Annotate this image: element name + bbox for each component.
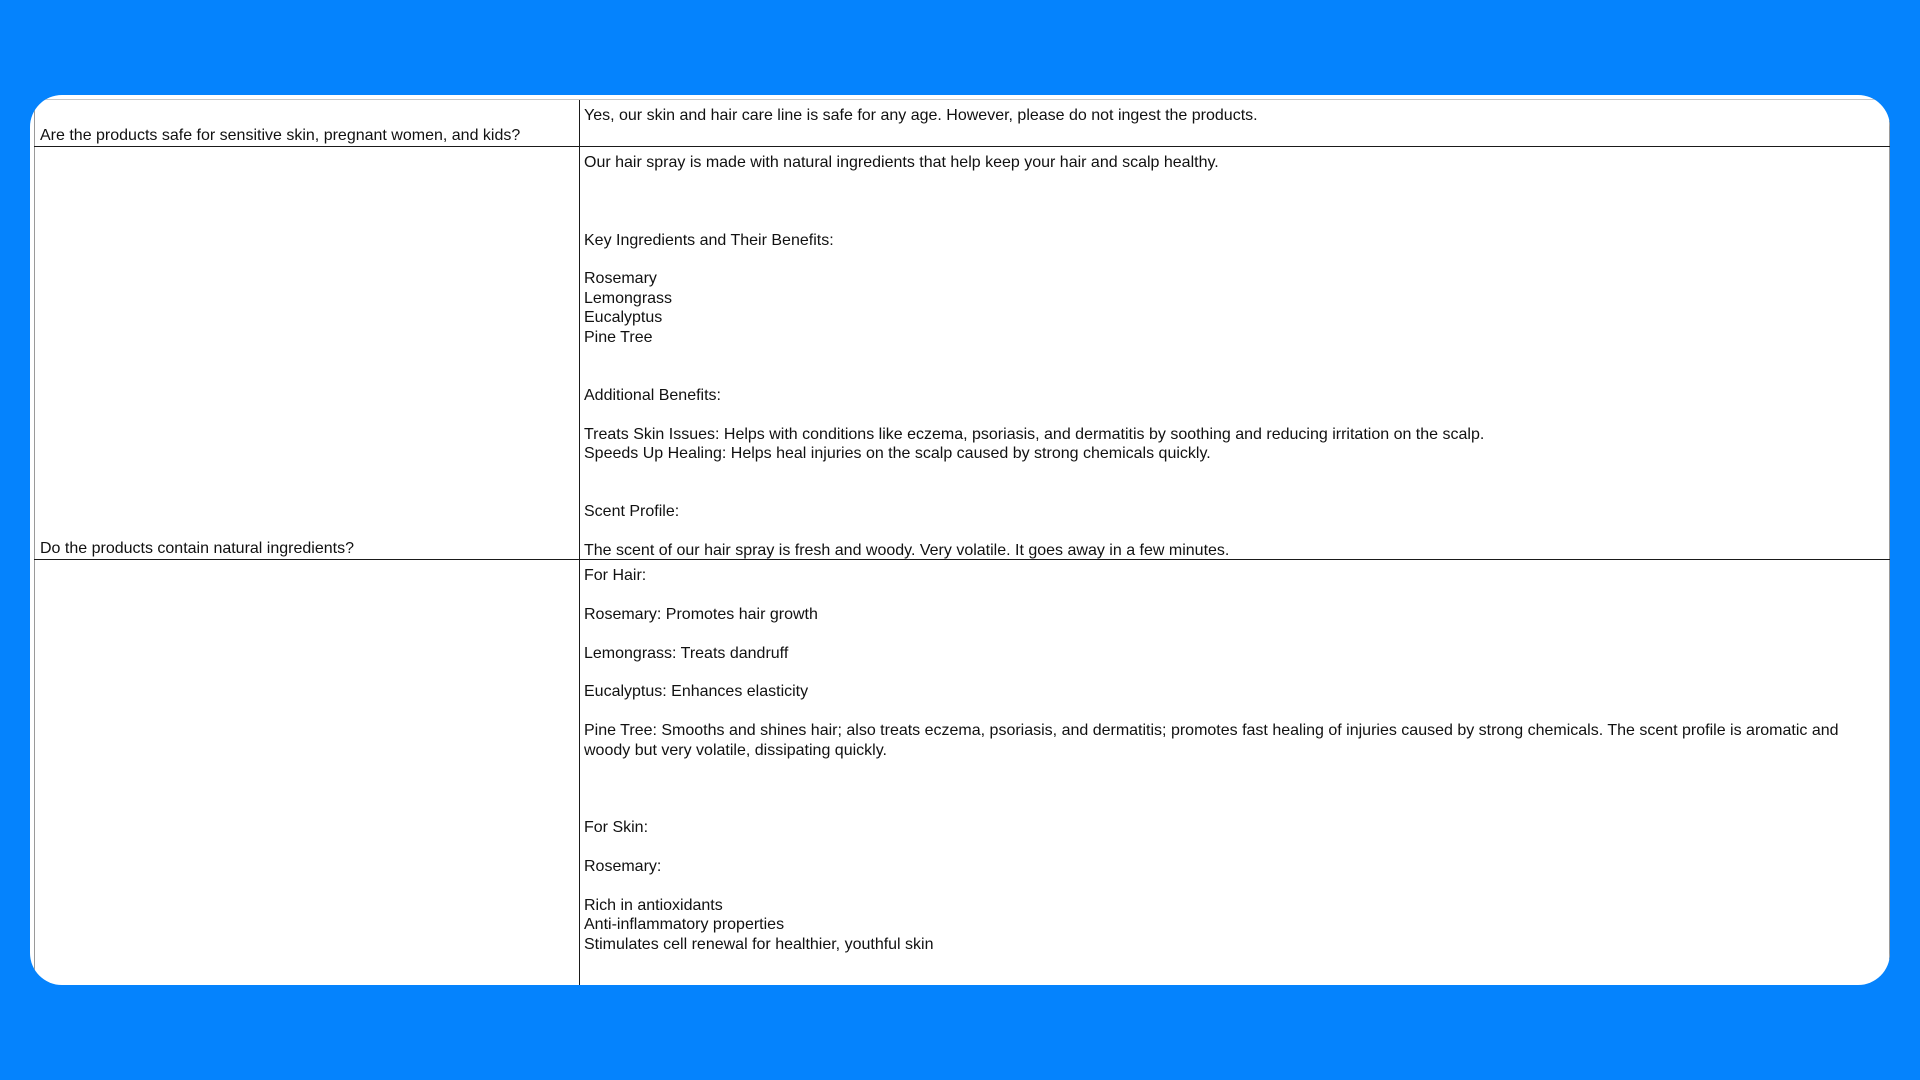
answer-cell[interactable] (580, 560, 1890, 985)
answer-line (584, 585, 1885, 604)
answer-line: Stimulates cell renewal for healthier, youthful skin (584, 935, 934, 953)
answer-line (584, 347, 1885, 366)
answer-line: Eucalyptus (584, 309, 663, 327)
answer-line (584, 838, 1885, 857)
question-text: Are the products safe for sensitive skin, pregnant women, and kids? (40, 126, 521, 144)
answer-line: For Hair: (584, 567, 647, 584)
answer-line (584, 250, 1885, 269)
answer-line: Key Ingredients and Their Benefits: (584, 231, 834, 249)
answer-line: Lemongrass (584, 289, 673, 307)
answer-line: Rosemary (584, 270, 657, 288)
answer-line: Scent Profile: (584, 503, 680, 521)
answer-cell[interactable] (580, 100, 1890, 146)
answer-line: The scent of our hair spray is fresh and woody. Very volatile. It goes away in a few minutes. (584, 541, 1230, 559)
answer-line: Pine Tree (584, 328, 653, 346)
answer-line (584, 624, 1885, 643)
answer-line: Eucalyptus: Enhances elasticity (584, 683, 809, 701)
answer-line: Rich in antioxidants (584, 896, 723, 914)
question-text: Do the products contain natural ingredients? (40, 539, 354, 557)
answer-line (584, 779, 1885, 798)
answer-line: Our hair spray is made with natural ingredients that help keep your hair and scalp healthy. (584, 154, 1219, 171)
answer-line (584, 405, 1885, 424)
table-row (34, 560, 1890, 985)
answer-line (584, 192, 1885, 211)
answer-line (584, 702, 1885, 721)
answer-line (584, 463, 1885, 482)
table-row (34, 100, 1890, 147)
answer-line (584, 522, 1885, 541)
answer-line (584, 483, 1885, 502)
answer-line: Yes, our skin and hair care line is safe for any age. However, please do not ingest the products. (584, 107, 1258, 124)
answer-line (584, 799, 1885, 818)
answer-line: Anti-inflammatory properties (584, 916, 785, 934)
answer-line (584, 663, 1885, 682)
answer-line (584, 211, 1885, 230)
table-row (34, 147, 1890, 560)
answer-line: Lemongrass: Treats dandruff (584, 644, 789, 662)
answer-line: Pine Tree: Smooths and shines hair; also treats eczema, psoriasis, and dermatitis; promotes fast healing of injuries caused by strong chemicals. The scent profile is aromatic and woody but very volatile, dissipating quickly. (584, 722, 1843, 759)
answer-line: Treats Skin Issues: Helps with conditions like eczema, psoriasis, and dermatitis by soothing and reducing irritation on the scalp. (584, 425, 1485, 443)
question-cell[interactable] (34, 147, 580, 559)
question-cell[interactable] (34, 100, 580, 146)
answer-line (584, 876, 1885, 895)
spreadsheet-card (30, 95, 1890, 985)
answer-line: Rosemary: (584, 857, 662, 875)
faq-grid (34, 99, 1890, 985)
answer-line (584, 172, 1885, 191)
answer-line: Additional Benefits: (584, 386, 721, 404)
answer-line (584, 366, 1885, 385)
answer-line: For Skin: (584, 819, 649, 837)
answer-cell[interactable] (580, 147, 1890, 559)
answer-line: Rosemary: Promotes hair growth (584, 605, 818, 623)
question-cell[interactable] (34, 560, 580, 985)
answer-line: Speeds Up Healing: Helps heal injuries on the scalp caused by strong chemicals quickly. (584, 444, 1211, 462)
answer-line (584, 760, 1885, 779)
